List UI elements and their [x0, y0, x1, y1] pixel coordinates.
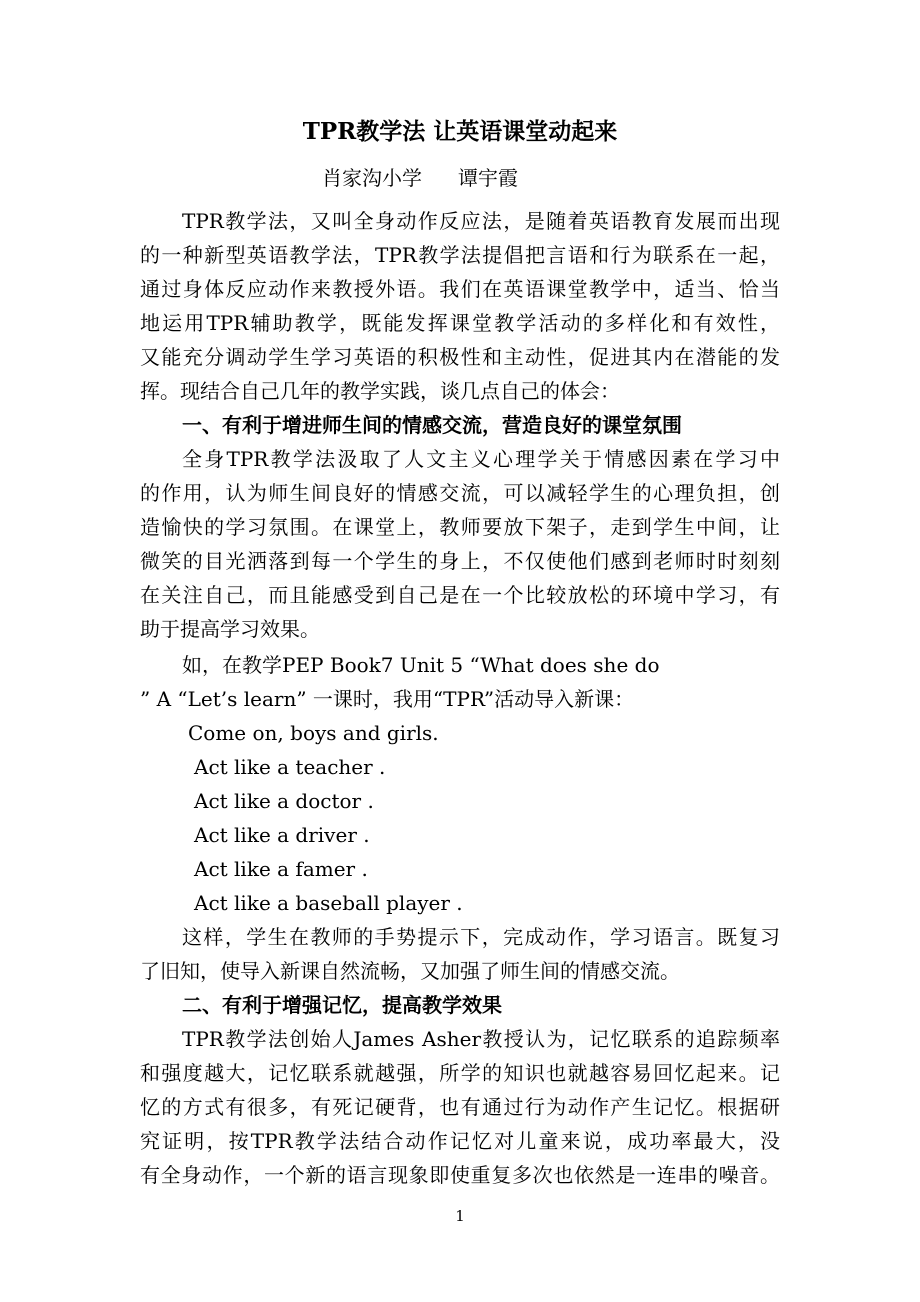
paragraph-line: 地运用TPR辅助教学，既能发挥课堂教学活动的多样化和有效性，	[140, 311, 780, 335]
paragraph-line: 这样，学生在教师的手势提示下，完成动作，学习语言。既复习	[182, 925, 780, 949]
paragraph-line: 在关注自己，而且能感受到自己是在一个比较放松的环境中学习，有	[140, 583, 780, 607]
paragraph-line: 全身TPR教学法汲取了人文主义心理学关于情感因素在学习中	[182, 447, 780, 471]
paragraph-line: 挥。现结合自己几年的教学实践，谈几点自己的体会：	[140, 379, 620, 403]
author-school: 肖家沟小学	[322, 166, 422, 190]
document-title: TPR教学法 让英语课堂动起来	[302, 118, 618, 145]
paragraph-line: TPR教学法创始人James Asher教授认为，记忆联系的追踪频率	[182, 1027, 780, 1051]
section-heading-2: 二、有利于增强记忆，提高教学效果	[182, 993, 502, 1017]
author-name: 谭宇霞	[458, 166, 518, 190]
section-heading-1: 一、有利于增进师生间的情感交流，营造良好的课堂氛围	[182, 413, 682, 437]
paragraph-line: 如，在教学PEP Book7 Unit 5 “What does she do	[182, 653, 660, 677]
example-line: Act like a famer .	[194, 857, 368, 881]
example-line: Act like a baseball player .	[194, 891, 463, 915]
paragraph-line: 助于提高学习效果。	[140, 617, 320, 641]
paragraph-line: 通过身体反应动作来教授外语。我们在英语课堂教学中，适当、恰当	[140, 277, 780, 301]
page-number: 1	[455, 1207, 465, 1225]
paragraph-line: 究证明，按TPR教学法结合动作记忆对儿童来说，成功率最大，没	[140, 1129, 780, 1153]
paragraph-line: 的一种新型英语教学法，TPR教学法提倡把言语和行为联系在一起，	[140, 243, 780, 267]
paragraph-line: 有全身动作，一个新的语言现象即使重复多次也依然是一连串的噪音。	[140, 1163, 780, 1187]
paragraph-line: 微笑的目光洒落到每一个学生的身上，不仅使他们感到老师时时刻刻	[140, 549, 780, 573]
author-line	[322, 163, 518, 193]
paragraph-line: TPR教学法，又叫全身动作反应法，是随着英语教育发展而出现	[182, 209, 780, 233]
paragraph-line: 的作用，认为师生间良好的情感交流，可以减轻学生的心理负担，创	[140, 481, 780, 505]
example-line: Act like a doctor .	[194, 789, 374, 813]
example-line: Come on, boys and girls.	[188, 721, 439, 745]
paragraph-line: ” A “Let’s learn” 一课时，我用“TPR”活动导入新课：	[140, 687, 635, 711]
example-line: Act like a driver .	[194, 823, 370, 847]
paragraph-line: 了旧知，使导入新课自然流畅，又加强了师生间的情感交流。	[140, 959, 680, 983]
paragraph-line: 和强度越大，记忆联系就越强，所学的知识也就越容易回忆起来。记	[140, 1061, 780, 1085]
paragraph-line: 造愉快的学习氛围。在课堂上，教师要放下架子，走到学生中间，让	[140, 515, 780, 539]
paragraph-line: 忆的方式有很多，有死记硬背，也有通过行为动作产生记忆。根据研	[140, 1095, 780, 1119]
paragraph-line: 又能充分调动学生学习英语的积极性和主动性，促进其内在潜能的发	[140, 345, 780, 369]
example-line: Act like a teacher .	[194, 755, 386, 779]
